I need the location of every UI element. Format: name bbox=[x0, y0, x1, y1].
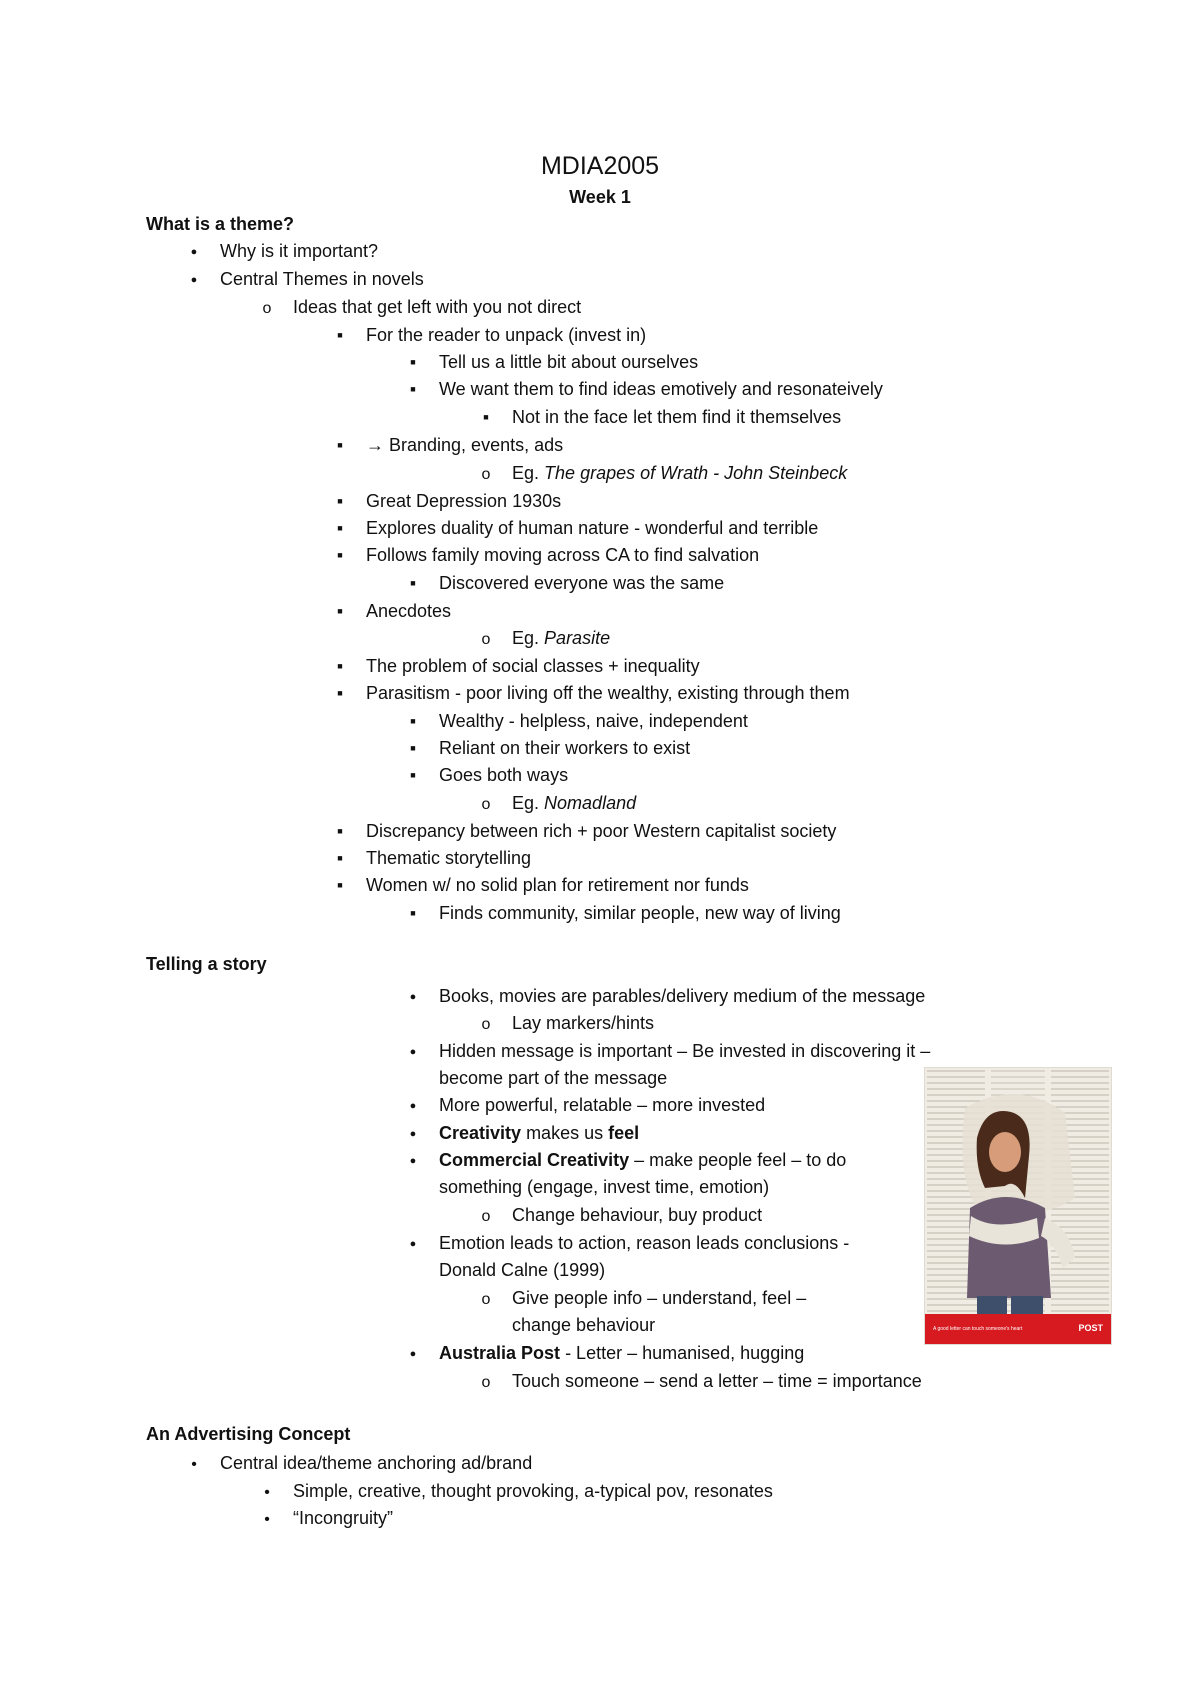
story-line: change behaviour bbox=[512, 1315, 656, 1335]
theme-line: ■ Women w/ no solid plan for retirement nor funds bbox=[366, 874, 749, 896]
theme-line: ■ The problem of social classes + inequality bbox=[366, 655, 700, 677]
story-line: ● Commercial Creativity – make people feel – to do bbox=[439, 1149, 846, 1171]
theme-line: ■ Reliant on their workers to exist bbox=[439, 737, 690, 759]
section-heading-concept: An Advertising Concept bbox=[146, 1424, 351, 1444]
concept-line: • Simple, creative, thought provoking, a-typical pov, resonates bbox=[293, 1480, 773, 1502]
page-title: MDIA2005 bbox=[540, 152, 660, 180]
concept-line: • “Incongruity” bbox=[293, 1507, 393, 1529]
theme-line: ■ Not in the face let them find it themselves bbox=[512, 406, 841, 428]
theme-line: ■ Goes both ways bbox=[439, 764, 568, 786]
story-line: ● Emotion leads to action, reason leads conclusions - bbox=[439, 1232, 849, 1254]
story-line: ● Australia Post - Letter – humanised, hugging bbox=[439, 1342, 804, 1364]
story-line: ● Hidden message is important – Be invested in discovering it – bbox=[439, 1040, 930, 1062]
story-line: become part of the message bbox=[439, 1068, 668, 1088]
theme-line: ● Why is it important? bbox=[220, 240, 378, 262]
theme-line: ■ → Branding, events, ads bbox=[366, 434, 563, 456]
theme-line: ■ Anecdotes bbox=[366, 600, 451, 622]
theme-line: ■ Follows family moving across CA to find salvation bbox=[366, 544, 759, 566]
story-line: ● Creativity makes us feel bbox=[439, 1122, 639, 1144]
story-line: Donald Calne (1999) bbox=[439, 1260, 606, 1280]
section-heading-theme: What is a theme? bbox=[146, 214, 295, 234]
concept-line: • Central idea/theme anchoring ad/brand bbox=[220, 1452, 532, 1474]
section-heading-story: Telling a story bbox=[146, 954, 267, 974]
story-line: o Lay markers/hints bbox=[512, 1012, 654, 1034]
theme-line: o Eg. The grapes of Wrath - John Steinbeck bbox=[512, 462, 847, 484]
theme-line: ■ Parasitism - poor living off the wealthy, existing through them bbox=[366, 682, 850, 704]
australia-post-ad-image bbox=[924, 1067, 1112, 1345]
theme-line: o Eg. Nomadland bbox=[512, 792, 636, 814]
theme-line: ● Central Themes in novels bbox=[220, 268, 424, 290]
story-line: ● Books, movies are parables/delivery medium of the message bbox=[439, 985, 925, 1007]
theme-line: ■ Great Depression 1930s bbox=[366, 490, 561, 512]
theme-line: ■ Wealthy - helpless, naive, independent bbox=[439, 710, 748, 732]
theme-line: ■ Tell us a little bit about ourselves bbox=[439, 351, 698, 373]
theme-line: o Ideas that get left with you not direct bbox=[293, 296, 581, 318]
story-line: o Change behaviour, buy product bbox=[512, 1204, 762, 1226]
theme-line: ■ Discrepancy between rich + poor Western capitalist society bbox=[366, 820, 836, 842]
theme-line: ■ For the reader to unpack (invest in) bbox=[366, 324, 646, 346]
theme-line: ■ Thematic storytelling bbox=[366, 847, 531, 869]
theme-line: ■ Explores duality of human nature - wonderful and terrible bbox=[366, 517, 818, 539]
story-line: ● More powerful, relatable – more invested bbox=[439, 1094, 765, 1116]
story-line: something (engage, invest time, emotion) bbox=[439, 1177, 770, 1197]
page-subtitle: Week 1 bbox=[569, 187, 631, 207]
australia-post-logo: POST bbox=[1078, 1323, 1103, 1333]
theme-line: ■ We want them to find ideas emotively and resonateively bbox=[439, 378, 883, 400]
theme-line: ■ Discovered everyone was the same bbox=[439, 572, 724, 594]
story-line: o Give people info – understand, feel – bbox=[512, 1287, 806, 1309]
story-line: o Touch someone – send a letter – time = importance bbox=[512, 1370, 922, 1392]
poster-tagline: A good letter can touch someone's heart bbox=[933, 1326, 1023, 1332]
theme-line: o Eg. Parasite bbox=[512, 627, 610, 649]
theme-line: ■ Finds community, similar people, new way of living bbox=[439, 902, 841, 924]
